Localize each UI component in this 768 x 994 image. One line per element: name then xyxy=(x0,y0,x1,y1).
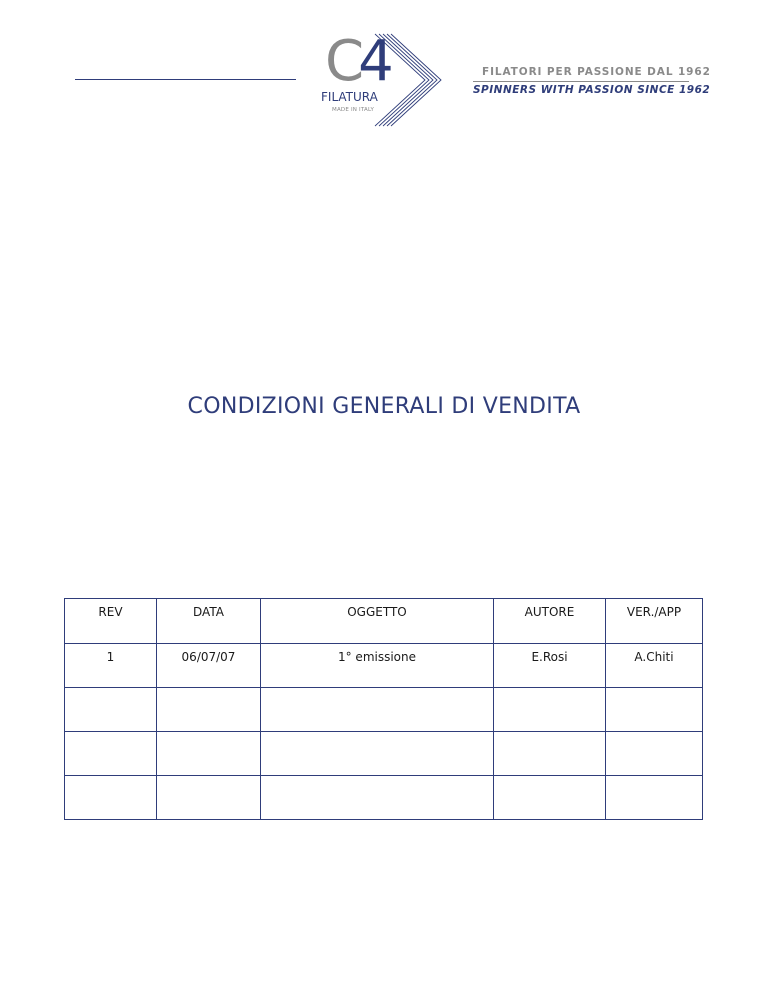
column-header-rev: REV xyxy=(65,599,157,644)
tagline-italian: FILATORI PER PASSIONE DAL 1962 xyxy=(482,66,711,78)
table-cell xyxy=(157,776,261,820)
column-header-data: DATA xyxy=(157,599,261,644)
table-cell: A.Chiti xyxy=(606,644,703,688)
table-cell: 06/07/07 xyxy=(157,644,261,688)
tagline-divider xyxy=(473,81,689,82)
table-cell xyxy=(606,688,703,732)
table-cell xyxy=(606,776,703,820)
table-cell: 1 xyxy=(65,644,157,688)
table-cell: 1° emissione xyxy=(261,644,494,688)
table-cell xyxy=(261,776,494,820)
table-row xyxy=(65,776,703,820)
table-cell xyxy=(261,732,494,776)
table-cell xyxy=(494,688,606,732)
revision-table xyxy=(64,598,703,820)
logo-name: FILATURA xyxy=(321,90,378,104)
column-header-autore: AUTORE xyxy=(494,599,606,644)
table-row xyxy=(65,688,703,732)
table-row xyxy=(65,644,703,688)
logo-mark-c: C xyxy=(325,29,359,94)
logo-mark xyxy=(325,29,388,94)
table-cell xyxy=(494,732,606,776)
table-header-row xyxy=(65,599,703,644)
header-rule xyxy=(75,79,296,80)
document-title: CONDIZIONI GENERALI DI VENDITA xyxy=(187,394,581,419)
table-cell xyxy=(606,732,703,776)
table-cell xyxy=(157,732,261,776)
table-cell xyxy=(157,688,261,732)
logo-mark-4: 4 xyxy=(358,29,388,94)
table-cell xyxy=(65,688,157,732)
table-cell: E.Rosi xyxy=(494,644,606,688)
column-header-ver-app: VER./APP xyxy=(606,599,703,644)
logo-subtitle: MADE IN ITALY xyxy=(332,107,375,113)
column-header-oggetto: OGGETTO xyxy=(261,599,494,644)
table-cell xyxy=(65,732,157,776)
table-row xyxy=(65,732,703,776)
table-cell xyxy=(65,776,157,820)
table-cell xyxy=(494,776,606,820)
table-cell xyxy=(261,688,494,732)
tagline-english: SPINNERS WITH PASSION SINCE 1962 xyxy=(473,84,711,96)
company-logo xyxy=(315,29,445,132)
